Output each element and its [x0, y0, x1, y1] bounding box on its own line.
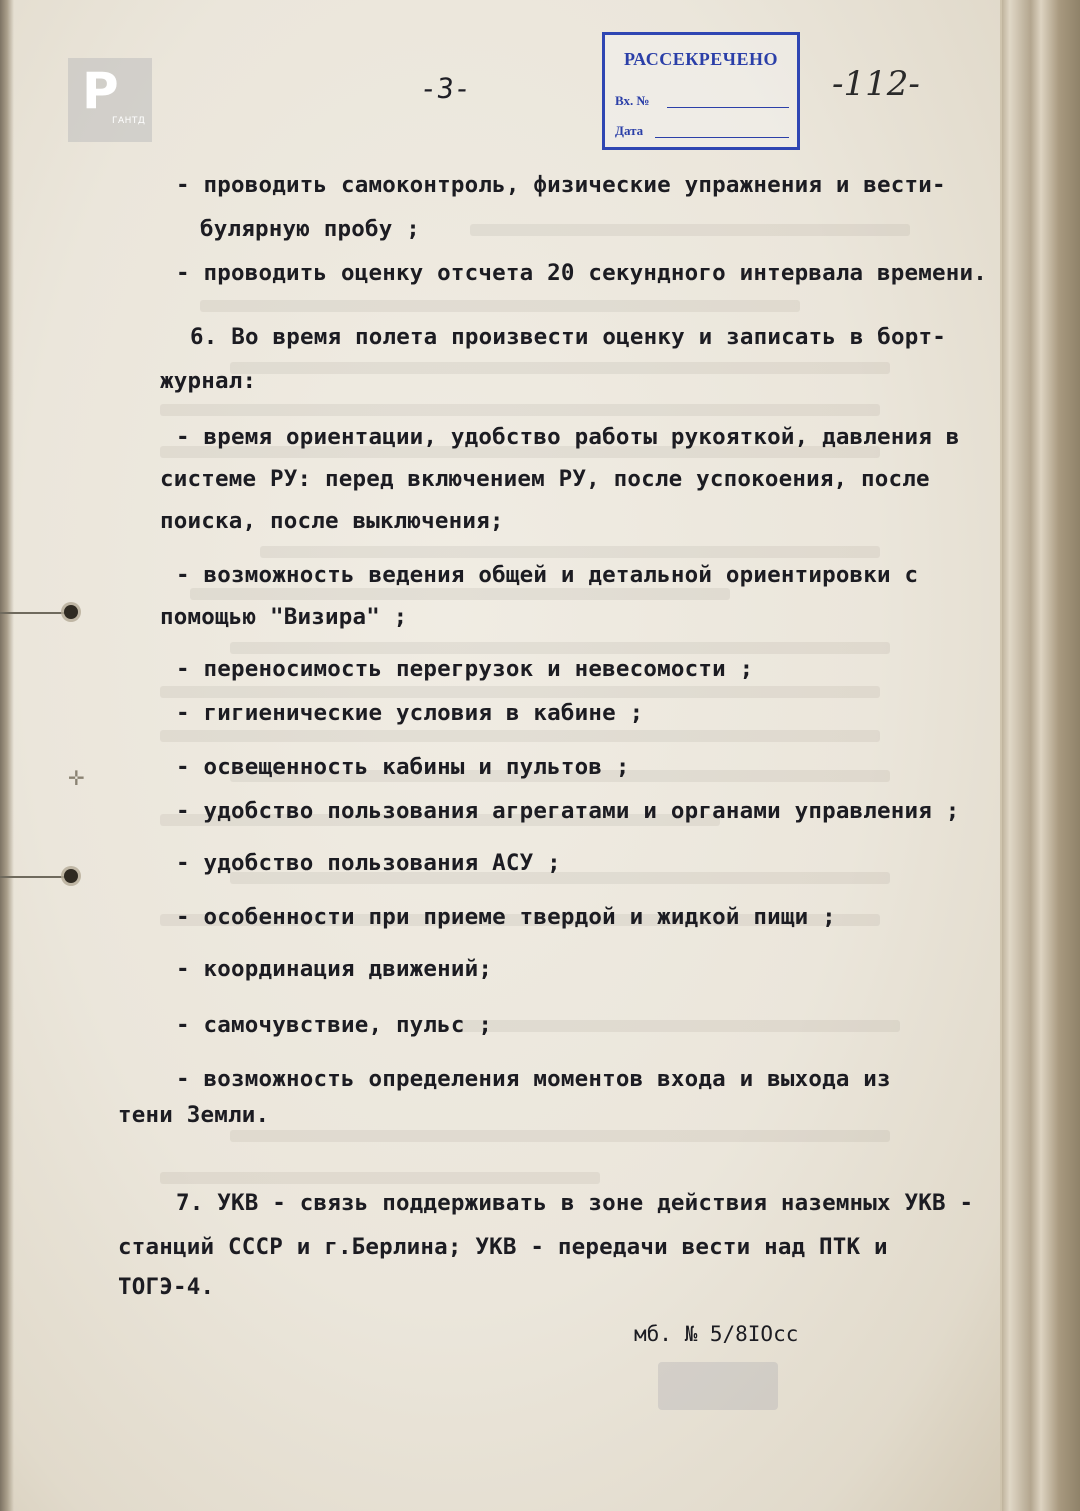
text-line: ТОГЭ-4. — [118, 1274, 215, 1300]
binding-hole — [64, 869, 78, 883]
page-number: -3- — [418, 72, 473, 105]
text-line: - возможность определения моментов входа и выхода из — [176, 1066, 891, 1092]
text-line: - удобство пользования агрегатами и органами управления ; — [176, 798, 960, 824]
text-line: - проводить самоконтроль, физические упражнения и вести- — [176, 172, 946, 198]
text-line: - координация движений; — [176, 956, 493, 982]
text-line: - время ориентации, удобство работы рукояткой, давления в — [176, 424, 960, 450]
text-line: - проводить оценку отсчета 20 секундного интервала времени. — [176, 260, 988, 286]
binding-shadow — [0, 0, 14, 1511]
archive-logo — [68, 58, 152, 142]
archive-logo-caption: ГАНТД — [112, 116, 146, 126]
text-line: - освещенность кабины и пультов ; — [176, 754, 630, 780]
stamp-incoming-line — [667, 107, 789, 108]
text-line: 7. УКВ - связь поддерживать в зоне действия наземных УКВ - — [176, 1190, 974, 1216]
text-line: - самочувствие, пульс ; — [176, 1012, 493, 1038]
text-line: системе РУ: перед включением РУ, после успокоения, после — [160, 466, 930, 492]
stamp-title: РАССЕКРЕЧЕНО — [623, 49, 779, 69]
text-line: помощью "Визира" ; — [160, 604, 408, 630]
text-line: - возможность ведения общей и детальной ориентировки с — [176, 562, 919, 588]
text-line: 6. Во время полета произвести оценку и записать в борт- — [190, 324, 947, 350]
text-line: - переносимость перегрузок и невесомости ; — [176, 656, 754, 682]
stamp-date-line — [655, 137, 789, 138]
text-line: станций СССР и г.Берлина; УКВ - передачи вести над ПТК и — [118, 1234, 888, 1260]
text-line: булярную пробу ; — [200, 216, 420, 242]
text-line: - особенности при приеме твердой и жидкой пищи ; — [176, 904, 836, 930]
text-line: - удобство пользования АСУ ; — [176, 850, 561, 876]
text-line: журнал: — [160, 368, 257, 394]
punch-mark: ✛ — [68, 766, 85, 790]
declassified-stamp — [602, 32, 800, 150]
document-reference: мб. № 5/8IOcc — [634, 1322, 799, 1346]
stamp-incoming-label: Вх. № — [615, 93, 650, 108]
stamp-date-label: Дата — [615, 123, 644, 138]
sheet-number: -112- — [832, 64, 920, 104]
text-line: тени Земли. — [118, 1102, 270, 1128]
text-line: поиска, после выключения; — [160, 508, 504, 534]
archive-logo-mark: Р — [82, 62, 119, 120]
binding-string — [0, 876, 72, 878]
text-line: - гигиенические условия в кабине ; — [176, 700, 644, 726]
binding-hole — [64, 605, 78, 619]
binding-string — [0, 612, 72, 614]
faded-stamp-mark — [658, 1362, 778, 1410]
